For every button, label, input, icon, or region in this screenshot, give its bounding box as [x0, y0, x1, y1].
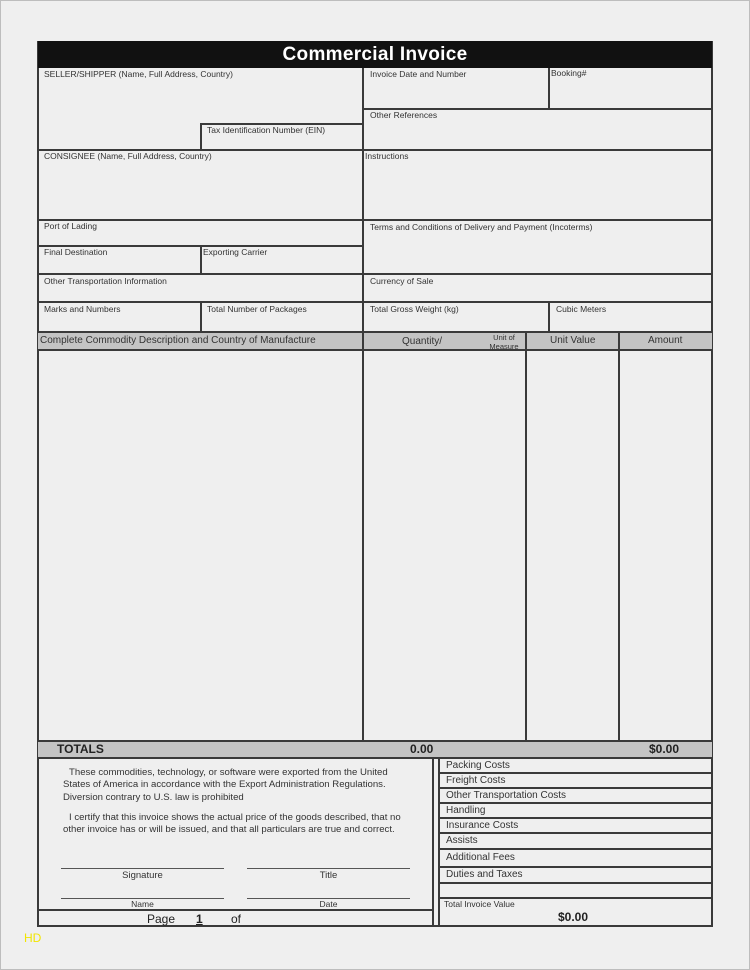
- unit-value-body[interactable]: [528, 352, 616, 739]
- cost-additional-fees: Additional Fees: [446, 852, 515, 863]
- divider: [432, 758, 434, 927]
- divider: [38, 757, 713, 759]
- exporting-carrier-label: Exporting Carrier: [203, 247, 268, 257]
- export-statement: These commodities, technology, or software were exported from the United States of America in accordance with the Export Administration Regulations. Diversion contrary to U.S. law is prohibited: [63, 767, 388, 803]
- col-header-unit-value: Unit Value: [550, 335, 596, 346]
- divider: [438, 772, 713, 774]
- divider: [438, 866, 713, 868]
- signature-line[interactable]: [61, 868, 224, 869]
- divider: [438, 832, 713, 834]
- divider: [548, 301, 550, 332]
- totals-label: TOTALS: [57, 742, 104, 756]
- of-label: of: [231, 912, 242, 926]
- watermark-hd: HD: [24, 931, 42, 945]
- currency-of-sale-label: Currency of Sale: [370, 276, 434, 286]
- total-packages-field[interactable]: [204, 315, 360, 331]
- other-references-label: Other References: [370, 110, 438, 120]
- divider: [438, 787, 713, 789]
- cost-insurance: Insurance Costs: [446, 820, 519, 831]
- cubic-meters-label: Cubic Meters: [556, 304, 607, 314]
- port-of-lading-field[interactable]: [40, 232, 360, 244]
- divider: [38, 331, 713, 333]
- totals-row: [38, 741, 712, 758]
- col-header-quantity: Quantity/: [402, 336, 443, 347]
- divider: [363, 219, 712, 221]
- signature-label: Signature: [122, 870, 163, 881]
- totals-amount: $0.00: [649, 742, 680, 756]
- total-invoice-label: Total Invoice Value: [444, 899, 515, 909]
- totals-quantity: 0.00: [410, 742, 434, 756]
- divider: [618, 332, 620, 759]
- total-gross-weight-field[interactable]: [366, 315, 546, 331]
- divider: [438, 758, 440, 927]
- divider: [200, 301, 202, 332]
- marks-numbers-label: Marks and Numbers: [44, 304, 121, 314]
- divider: [363, 301, 712, 303]
- commodity-description-body[interactable]: [40, 352, 360, 739]
- divider: [362, 332, 364, 759]
- divider: [38, 740, 713, 742]
- instructions-field[interactable]: [366, 162, 710, 218]
- instructions-label: Instructions: [365, 151, 409, 161]
- cost-freight: Freight Costs: [446, 775, 506, 786]
- divider: [38, 349, 713, 351]
- title-line[interactable]: [247, 868, 410, 869]
- port-of-lading-label: Port of Lading: [44, 221, 97, 231]
- cost-assists: Assists: [446, 835, 478, 846]
- other-transportation-info-field[interactable]: [40, 287, 360, 300]
- quantity-body[interactable]: [365, 352, 523, 739]
- tax-id-field[interactable]: [204, 136, 360, 148]
- title-label: Title: [319, 870, 338, 881]
- col-header-amount: Amount: [648, 335, 683, 346]
- divider: [200, 245, 202, 274]
- exporting-carrier-field[interactable]: [204, 258, 360, 272]
- divider: [548, 68, 550, 109]
- page-number[interactable]: 1: [196, 912, 203, 926]
- final-destination-label: Final Destination: [44, 247, 108, 257]
- marks-numbers-field[interactable]: [40, 315, 198, 331]
- divider: [525, 332, 527, 759]
- divider: [200, 123, 202, 150]
- total-invoice-value: $0.00: [558, 910, 589, 924]
- divider: [438, 817, 713, 819]
- booking-label: Booking#: [551, 68, 587, 78]
- seller-shipper-field[interactable]: [40, 80, 360, 122]
- divider: [438, 802, 713, 804]
- currency-of-sale-field[interactable]: [366, 287, 710, 300]
- certify-statement: I certify that this invoice shows the actual price of the goods described, that no other invoice has or will be issued, and that all particulars are true and correct.: [63, 812, 401, 836]
- date-label: Date: [319, 899, 338, 909]
- divider: [38, 273, 363, 275]
- cubic-meters-field[interactable]: [552, 315, 710, 331]
- col-header-description: Complete Commodity Description and Country of Manufacture: [40, 335, 316, 346]
- document-title: Commercial Invoice: [38, 41, 712, 68]
- cost-other-transportation: Other Transportation Costs: [446, 790, 567, 801]
- cost-duties-taxes: Duties and Taxes: [446, 869, 523, 880]
- total-packages-label: Total Number of Packages: [207, 304, 307, 314]
- consignee-label: CONSIGNEE (Name, Full Address, Country): [44, 151, 212, 161]
- divider: [38, 909, 433, 911]
- total-gross-weight-label: Total Gross Weight (kg): [370, 304, 459, 314]
- other-references-field[interactable]: [366, 122, 710, 148]
- cost-handling: Handling: [446, 805, 486, 816]
- terms-conditions-label: Terms and Conditions of Delivery and Payment (Incoterms): [370, 222, 593, 232]
- invoice-date-number-field[interactable]: [366, 80, 546, 107]
- cost-packing: Packing Costs: [446, 760, 510, 771]
- tax-id-label: Tax Identification Number (EIN): [207, 125, 326, 135]
- cost-extra-row[interactable]: [441, 884, 711, 896]
- col-header-unit-of-measure: [484, 333, 524, 349]
- booking-field[interactable]: [552, 80, 710, 107]
- divider: [438, 848, 713, 850]
- seller-shipper-label: SELLER/SHIPPER (Name, Full Address, Country): [44, 69, 233, 79]
- divider: [363, 149, 712, 151]
- consignee-field[interactable]: [40, 162, 360, 218]
- page-label: Page: [147, 912, 176, 926]
- terms-conditions-field[interactable]: [366, 234, 710, 272]
- other-transportation-info-label: Other Transportation Information: [44, 276, 167, 286]
- divider: [363, 273, 712, 275]
- name-label: Name: [131, 899, 154, 909]
- amount-body[interactable]: [621, 352, 710, 739]
- unit-of-measure-text: Unit of Measure: [489, 333, 519, 349]
- final-destination-field[interactable]: [40, 258, 198, 272]
- invoice-date-number-label: Invoice Date and Number: [370, 69, 467, 79]
